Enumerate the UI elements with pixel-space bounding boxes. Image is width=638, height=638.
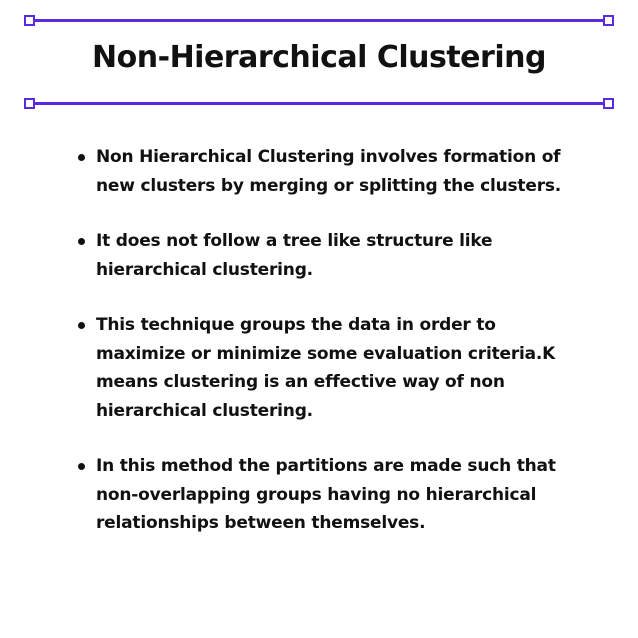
bullet-dot-icon	[78, 463, 85, 470]
bullet-text: Non Hierarchical Clustering involves formation of new clusters by merging or splitting the clusters.	[96, 147, 562, 196]
bullet-item	[78, 143, 578, 200]
divider-node-left	[24, 15, 35, 26]
page-title: Non-Hierarchical Clustering	[92, 40, 546, 75]
divider-line	[29, 102, 609, 105]
bullet-dot-icon	[78, 154, 85, 161]
divider-node-right	[603, 15, 614, 26]
bullet-text: This technique groups the data in order to maximize or minimize some evaluation criteria.K means clustering is an effective way of non hierarchical clustering.	[96, 315, 556, 421]
bullet-text: In this method the partitions are made such that non-overlapping groups having no hierarchical relationships between themselves.	[96, 456, 556, 533]
divider-node-right	[603, 98, 614, 109]
bullet-list	[78, 143, 578, 565]
divider-node-left	[24, 98, 35, 109]
top-divider	[29, 15, 609, 25]
bullet-dot-icon	[78, 322, 85, 329]
bullet-item	[78, 227, 578, 284]
bullet-dot-icon	[78, 238, 85, 245]
bottom-divider	[29, 98, 609, 108]
bullet-item	[78, 311, 578, 425]
bullet-text: It does not follow a tree like structure like hierarchical clustering.	[96, 231, 493, 280]
bullet-item	[78, 452, 578, 538]
divider-line	[29, 19, 609, 22]
